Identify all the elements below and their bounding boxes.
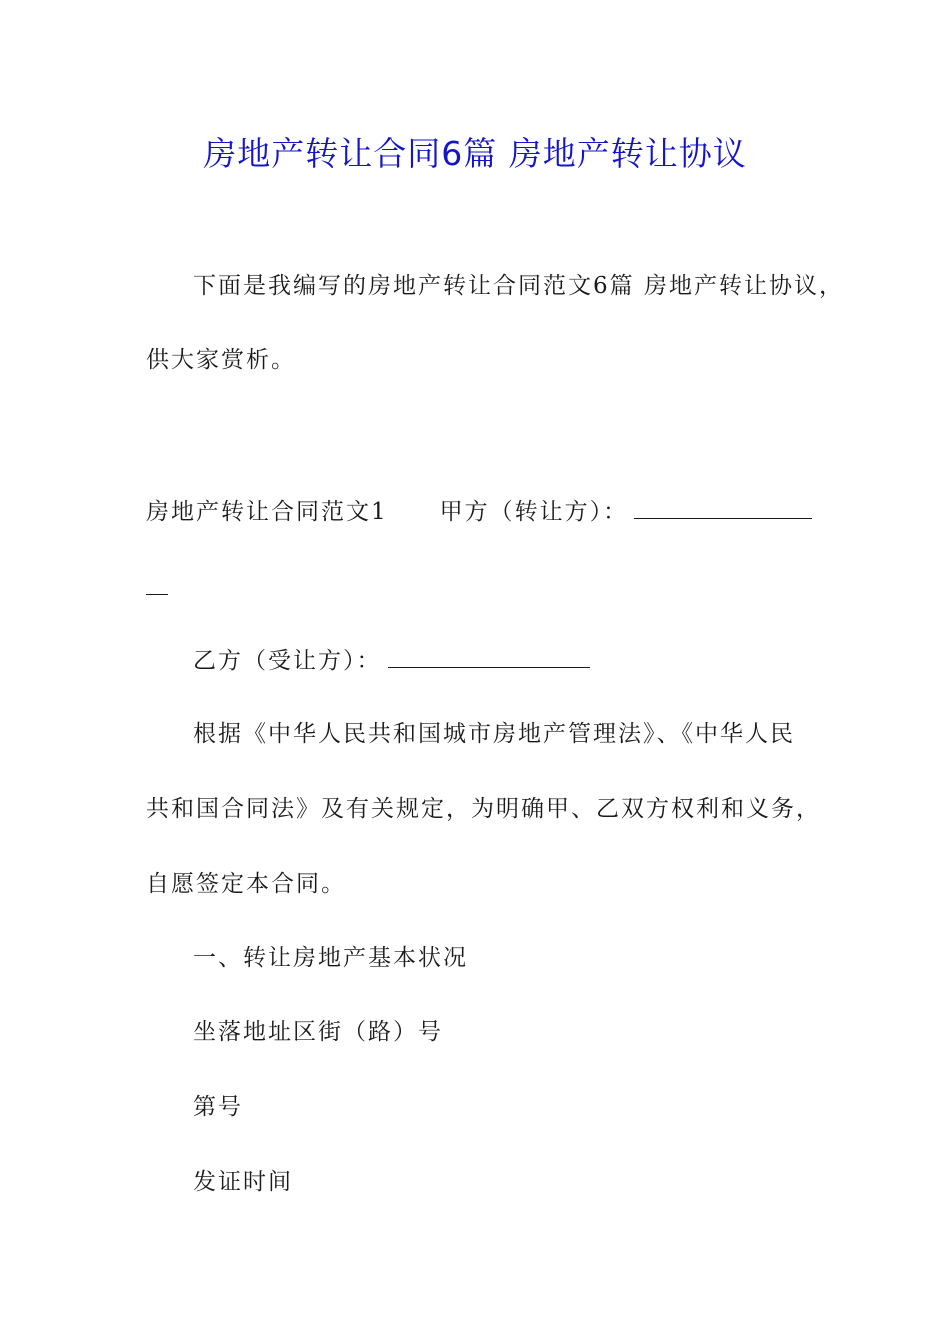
number-line: 第号 [193, 1094, 243, 1120]
intro-line-1: 下面是我编写的房地产转让合同范文6篇 房地产转让协议， [193, 273, 844, 299]
basis-line-1: 根据《中华人民共和国城市房地产管理法》、《中华人民 [193, 721, 795, 747]
party-a-row [146, 496, 812, 527]
party-a-label: 甲方（转让方）： [439, 499, 629, 525]
section-1-heading: 一、转让房地产基本状况 [193, 945, 468, 971]
party-a-blank-continuation [146, 594, 168, 595]
sample-heading: 房地产转让合同范文1 [146, 499, 388, 525]
party-b-label: 乙方（受让方）： [193, 648, 382, 674]
location-line: 坐落地址区街（路）号 [193, 1019, 443, 1045]
basis-line-3: 自愿签定本合同。 [146, 871, 346, 897]
basis-line-2: 共和国合同法》及有关规定，为明确甲、乙双方权利和义务， [146, 796, 821, 822]
party-b-row [193, 645, 590, 676]
document-title: 房地产转让合同6篇 房地产转让协议 [203, 134, 747, 173]
party-b-blank-field [388, 645, 590, 668]
issue-date-line: 发证时间 [193, 1169, 293, 1195]
party-a-blank-field [634, 496, 812, 519]
intro-line-2: 供大家赏析。 [146, 347, 296, 373]
